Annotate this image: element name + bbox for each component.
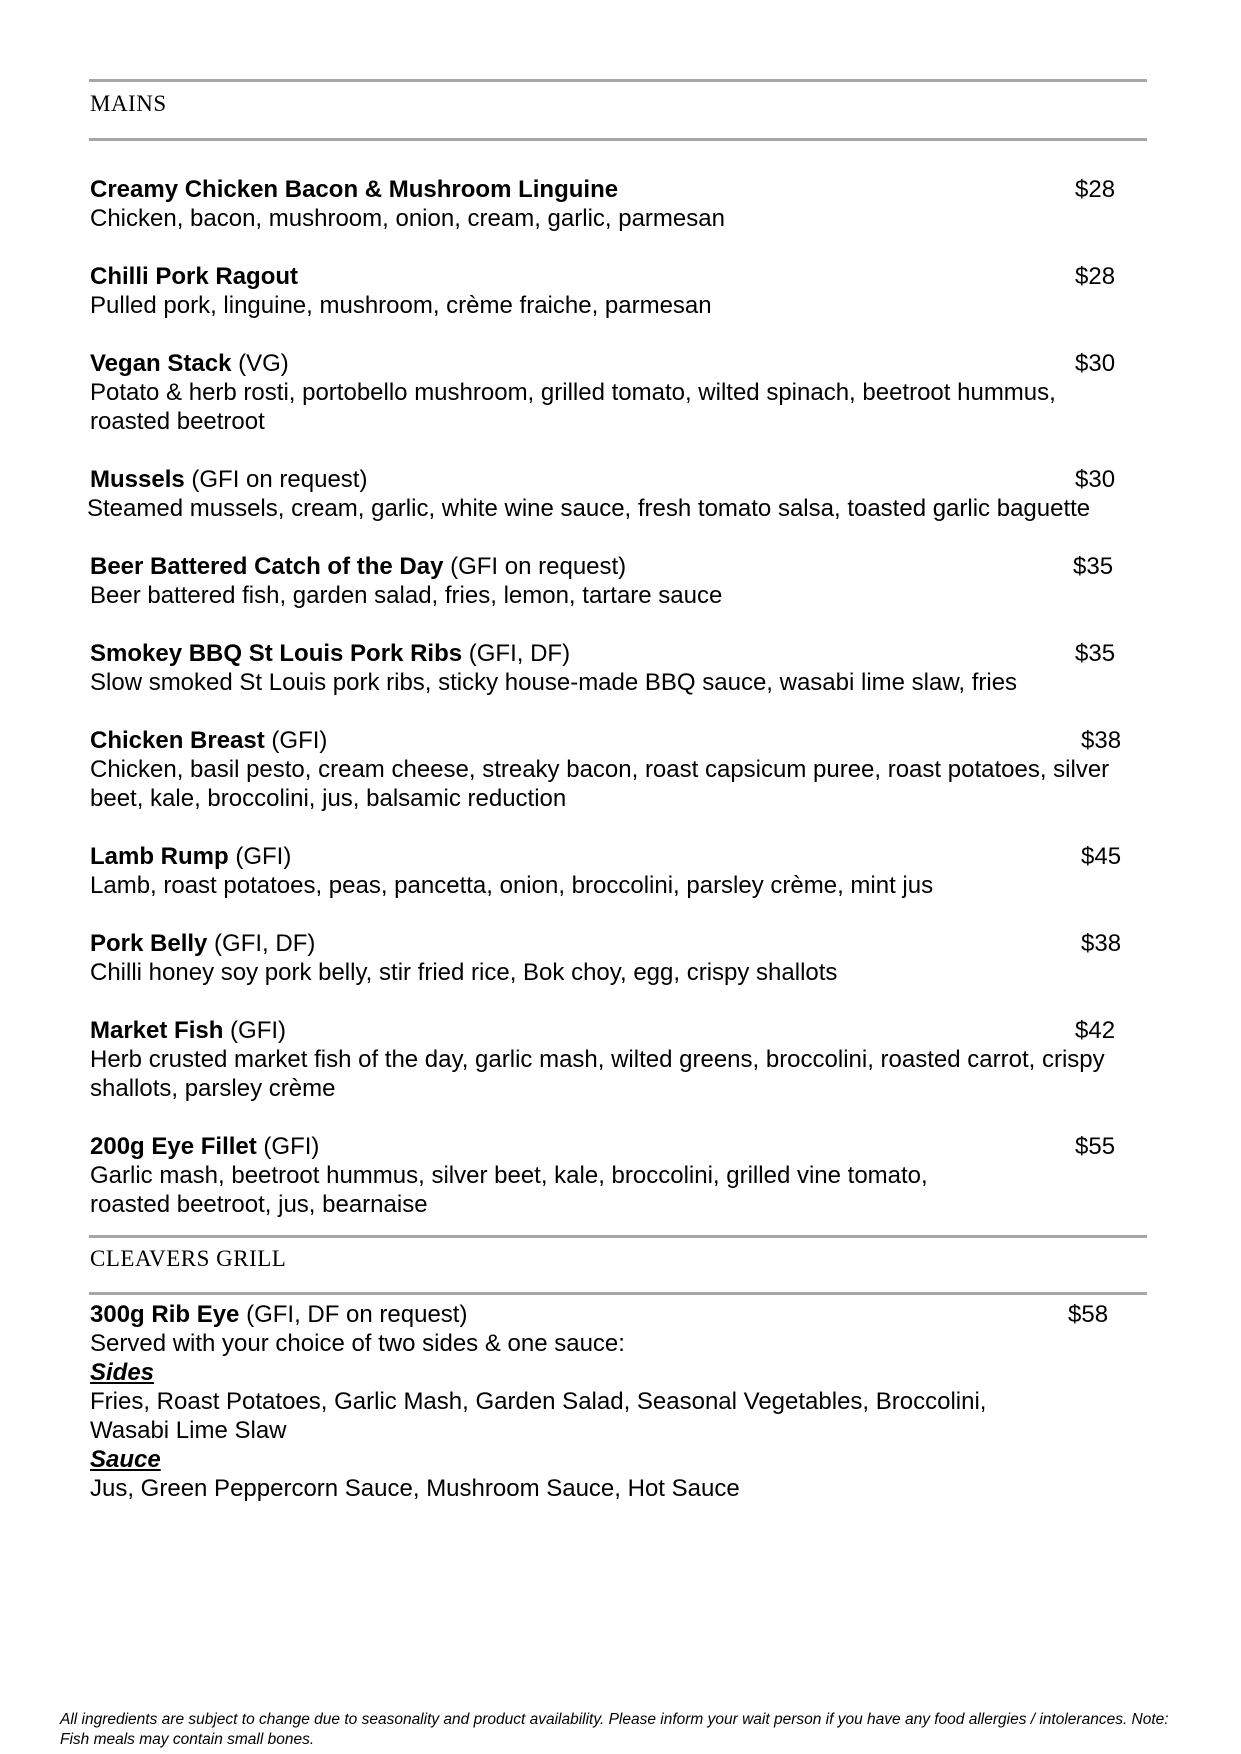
- item-tag: (GFI): [223, 1017, 287, 1044]
- item-price: $38: [1081, 727, 1122, 754]
- item-name: Market Fish: [90, 1017, 224, 1044]
- menu-item: [90, 349, 1160, 436]
- item-name: Lamb Rump: [90, 843, 229, 870]
- item-description: Beer battered fish, garden salad, fries, lemon, tartare sauce: [90, 582, 723, 609]
- item-description: Steamed mussels, cream, garlic, white wine sauce, fresh tomato salsa, toasted garlic baguette: [87, 495, 1091, 522]
- item-name: Smokey BBQ St Louis Pork Ribs: [90, 640, 463, 667]
- item-price: $42: [1075, 1017, 1116, 1044]
- grill-bottom-rule: [89, 1292, 1147, 1295]
- item-tag: (VG): [231, 350, 289, 377]
- item-tag: (GFI): [256, 1133, 320, 1160]
- item-tag: (GFI on request): [443, 553, 627, 580]
- item-tag: (GFI, DF): [462, 640, 571, 667]
- grill-item: [90, 1300, 1160, 1503]
- sides-label: Sides: [90, 1359, 155, 1386]
- sauce-label: Sauce: [90, 1446, 161, 1473]
- item-price: $30: [1075, 466, 1116, 493]
- item-name: Mussels: [90, 466, 185, 493]
- item-description: Chilli honey soy pork belly, stir fried rice, Bok choy, egg, crispy shallots: [90, 959, 838, 986]
- menu-item: [87, 465, 1160, 523]
- item-description: Chicken, basil pesto, cream cheese, streaky bacon, roast capsicum puree, roast potatoes, silver beet, kale, broccolini, jus, balsamic reduction: [90, 756, 1110, 812]
- menu-item: [90, 929, 1160, 987]
- item-name: Chilli Pork Ragout: [90, 263, 299, 290]
- section-title-mains: MAINS: [90, 91, 167, 116]
- item-name: 200g Eye Fillet: [90, 1133, 257, 1160]
- item-tag: (GFI, DF): [207, 930, 316, 957]
- menu-item: [90, 262, 1160, 320]
- item-price: $35: [1075, 640, 1116, 667]
- menu-item: [90, 552, 1160, 610]
- item-tag: (GFI): [228, 843, 292, 870]
- menu-item: [90, 639, 1160, 697]
- menu-item: [90, 1016, 1160, 1103]
- item-name: Vegan Stack: [90, 350, 232, 377]
- item-name: Pork Belly: [90, 930, 208, 957]
- grill-top-rule: [89, 1235, 1147, 1238]
- allergy-footnote: All ingredients are subject to change due to seasonality and product availability. Please inform your wait person if you have any food allergies / intolerances. Note: Fish meals may contain small bones.: [60, 1711, 1169, 1748]
- item-price: $30: [1075, 350, 1116, 377]
- item-price: $35: [1073, 553, 1114, 580]
- item-description: Pulled pork, linguine, mushroom, crème fraiche, parmesan: [90, 292, 712, 319]
- menu-item: [90, 175, 1160, 233]
- item-description: Chicken, bacon, mushroom, onion, cream, garlic, parmesan: [90, 205, 725, 232]
- item-description: Slow smoked St Louis pork ribs, sticky house-made BBQ sauce, wasabi lime slaw, fries: [90, 669, 1018, 696]
- mains-bottom-rule: [89, 138, 1147, 141]
- sides-list: Fries, Roast Potatoes, Garlic Mash, Garden Salad, Seasonal Vegetables, Broccolini, Wasabi Lime Slaw: [90, 1388, 987, 1444]
- item-price: $58: [1068, 1301, 1109, 1328]
- item-name: 300g Rib Eye: [90, 1301, 240, 1328]
- item-description: Potato & herb rosti, portobello mushroom, grilled tomato, wilted spinach, beetroot hummus, roasted beetroot: [90, 379, 1056, 435]
- section-title-grill: CLEAVERS GRILL: [90, 1246, 287, 1271]
- sauce-list: Jus, Green Peppercorn Sauce, Mushroom Sauce, Hot Sauce: [90, 1475, 740, 1502]
- item-price: $45: [1081, 843, 1122, 870]
- menu-item: [90, 1132, 1160, 1219]
- item-price: $55: [1075, 1133, 1116, 1160]
- item-price: $28: [1075, 263, 1116, 290]
- item-tag: (GFI, DF on request): [239, 1301, 468, 1328]
- item-description: Lamb, roast potatoes, peas, pancetta, onion, broccolini, parsley crème, mint jus: [90, 872, 934, 899]
- mains-top-rule: [89, 79, 1147, 82]
- item-tag: (GFI on request): [184, 466, 368, 493]
- item-price: $28: [1075, 176, 1116, 203]
- grill-intro: Served with your choice of two sides & one sauce:: [90, 1330, 625, 1357]
- item-tag: (GFI): [264, 727, 328, 754]
- item-price: $38: [1081, 930, 1122, 957]
- item-description: Garlic mash, beetroot hummus, silver beet, kale, broccolini, grilled vine tomato, roasted beetroot, jus, bearnaise: [90, 1162, 928, 1218]
- item-description: Herb crusted market fish of the day, garlic mash, wilted greens, broccolini, roasted carrot, crispy shallots, parsley crème: [90, 1046, 1105, 1102]
- item-name: Creamy Chicken Bacon & Mushroom Linguine: [90, 176, 619, 203]
- item-name: Chicken Breast: [90, 727, 265, 754]
- item-name: Beer Battered Catch of the Day: [90, 553, 444, 580]
- menu-item: [90, 726, 1160, 813]
- menu-item: [90, 842, 1160, 900]
